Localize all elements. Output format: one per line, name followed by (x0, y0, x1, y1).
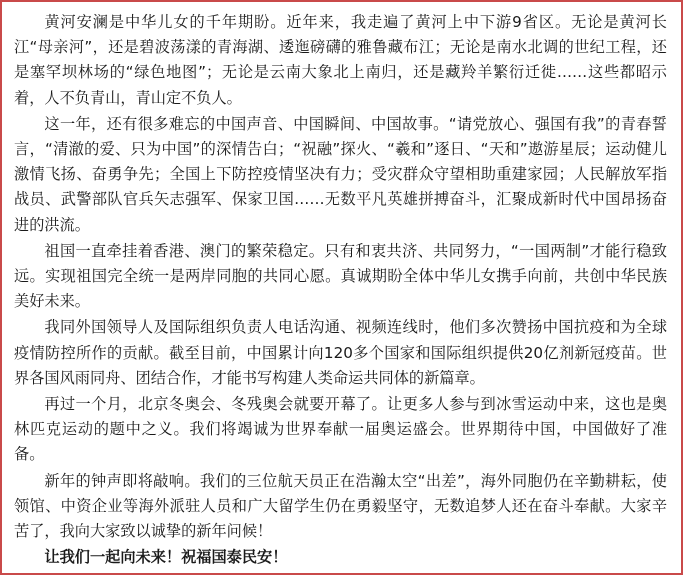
paragraph: 黄河安澜是中华儿女的千年期盼。近年来，我走遍了黄河上中下游9省区。无论是黄河长江“母亲河”，还是碧波荡漾的青海湖、逶迤磅礴的雅鲁藏布江；无论是南水北调的世纪工程，还是塞罕坝林场的“绿色地图”；无论是云南大象北上南归，还是藏羚羊繁衍迁徙……这些都昭示着，人不负青山，青山定不负人。 (14, 13, 667, 107)
paragraph: 我同外国领导人及国际组织负责人电话沟通、视频连线时，他们多次赞扬中国抗疫和为全球疫情防控所作的贡献。截至目前，中国累计向120多个国家和国际组织提供20亿剂新冠疫苗。世界各国风雨同舟、团结合作，才能书写构建人类命运共同体的新篇章。 (14, 318, 667, 387)
paragraph: 祖国一直牵挂着香港、澳门的繁荣稳定。只有和衷共济、共同努力，“一国两制”才能行稳致远。实现祖国完全统一是两岸同胞的共同心愿。真诚期盼全体中华儿女携手向前，共创中华民族美好未来。 (14, 241, 667, 311)
closing-line: 让我们一起向未来！祝福国泰民安！ (44, 548, 288, 567)
paragraph: 这一年，还有很多难忘的中国声音、中国瞬间、中国故事。“请党放心、强国有我”的青春誓言，“清澈的爱、只为中国”的深情告白；“祝融”探火、“羲和”逐日、“天和”遨游星辰；运动健儿激情飞扬、奋勇争先；全国上下防控疫情坚决有力；受灾群众守望相助重建家园；人民解放军指战员、武警部队官兵矢志强军、保家卫国……无数平凡英雄拼搏奋斗，汇聚成新时代中国昂扬奋进的洪流。 (14, 114, 667, 234)
paragraph: 再过一个月，北京冬奥会、冬残奥会就要开幕了。让更多人参与到冰雪运动中来，这也是奥林匹克运动的题中之义。我们将竭诚为世界奉献一届奥运盛会。世界期待中国，中国做好了准备。 (14, 395, 667, 464)
document-body (2, 2, 681, 570)
paragraph: 新年的钟声即将敲响。我们的三位航天员正在浩瀚太空“出差”，海外同胞仍在辛勤耕耘，使领馆、中资企业等海外派驻人员和广大留学生仍在勇毅坚守，无数追梦人还在奋斗奉献。大家辛苦了，我向大家致以诚挚的新年问候！ (14, 471, 667, 541)
